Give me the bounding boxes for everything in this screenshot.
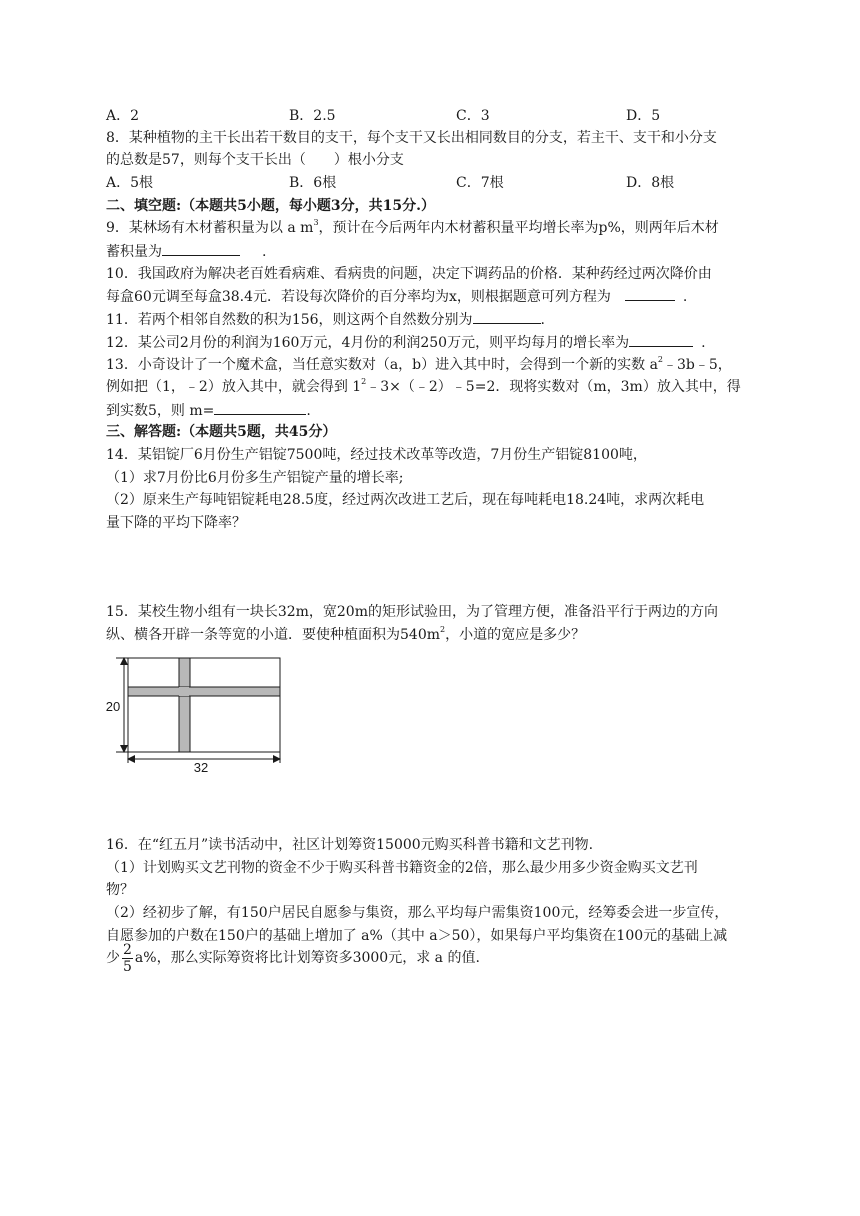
q14-line-3: （2）原来生产每吨铝锭耗电28.5度，经过两次改进工艺后，现在每吨耗电18.24吨，求两次耗电: [106, 492, 705, 508]
section-2-title: 二、填空题:（本题共5小题，每小题3分，共15分.）: [106, 198, 436, 214]
q11-line: 11．若两个相邻自然数的积为156，则这两个自然数分别为 .: [106, 312, 545, 328]
q11-answer-blank[interactable]: [473, 310, 541, 324]
q7-option-a: A．2: [106, 108, 140, 124]
q15-line-2: 纵、横各开辟一条等宽的小道．要使种植面积为$540m^2$，小道的宽应是多少？: [106, 625, 586, 643]
q8-line-2: 的总数是57，则每个支干长出（ ）根小分支: [106, 152, 404, 168]
height-label: 20: [105, 699, 121, 714]
q13-line-1: 13．小奇设计了一个魔术盒，当任意实数对（a，b）进入其中时，会得到一个新的实数 $a^2﹣3b﹣5$，: [106, 355, 732, 373]
vertical-path: [179, 658, 190, 752]
width-label: 32: [193, 760, 209, 774]
q8-line-1: 8．某种植物的主干长出若干数目的支干，每个支干又长出相同数目的分支，若主干、支干和小分支: [106, 130, 717, 146]
q16-line-1: 16．在“红五月”读书活动中，社区计划筹资15000元购买科普书籍和文艺刊物.: [106, 837, 594, 853]
horizontal-path: [128, 687, 280, 696]
q7-option-c: C．3: [456, 108, 490, 124]
q10-line-2: 每盒60元调至每盒38.4元．若设每次降价的百分率均为x，则根据题意可列方程为 .: [106, 289, 688, 305]
q15-line-1: 15．某校生物小组有一块长32m，宽20m的矩形试验田，为了管理方便，准备沿平行于两边的方向: [106, 604, 718, 620]
q13-line-3: 到实数5，则 m= .: [106, 403, 311, 419]
q16-line-5: 自愿参加的户数在150户的基础上增加了 a%（其中 a＞50），如果每户平均集资在100元的基础上减: [106, 928, 728, 944]
q8-option-d: D．8根: [626, 175, 675, 191]
q13-answer-blank[interactable]: [214, 401, 306, 415]
q9-line-1: 9．某林场有木材蓄积量为以 a $m^3$，预计在今后两年内木材蓄积量平均增长率为p%，则两年后木材: [106, 218, 719, 236]
q16-line-2: （1）计划购买文艺刊物的资金不少于购买科普书籍资金的2倍，那么最少用多少资金购买文艺刊: [106, 860, 698, 876]
q8-option-a: A．5根: [106, 175, 154, 191]
q12-answer-blank[interactable]: [629, 333, 693, 347]
q13-line-2: 例如把（1，﹣2）放入其中，就会得到 $1^2﹣3\times(﹣2)﹣5=2$．现将实数对（m，3m）放入其中，得: [106, 377, 741, 395]
q16-line-4: （2）经初步了解，有150户居民自愿参与集资，那么平均每户需集资100元，经筹委会进一步宣传，: [106, 905, 729, 921]
field-diagram: [102, 652, 288, 774]
q12-line: 12．某公司2月份的利润为160万元，4月份的利润250万元，则平均每月的增长率为 .: [106, 335, 706, 351]
q7-option-d: D．5: [626, 108, 661, 124]
q16-line-3: 物？: [106, 882, 134, 898]
field-rectangle: [128, 658, 280, 752]
q16-line-6: 少 $\frac{2}{5}$ a%，那么实际筹资将比计划筹资多3000元，求 a 的值.: [106, 941, 480, 975]
q9-answer-blank[interactable]: [162, 242, 240, 256]
q10-line-1: 10．我国政府为解决老百姓看病难、看病贵的问题，决定下调药品的价格．某种药经过两次降价由: [106, 266, 712, 282]
q8-option-c: C．7根: [456, 175, 504, 191]
q8-option-b: B．6根: [289, 175, 337, 191]
q9-line-2: 蓄积量为 .: [106, 244, 267, 260]
q14-line-1: 14．某铝锭厂6月份生产铝锭7500吨，经过技术改革等改造，7月份生产铝锭8100吨，: [106, 447, 647, 463]
q14-line-2: （1）求7月份比6月份多生产铝锭产量的增长率;: [106, 470, 404, 486]
q7-option-b: B．2.5: [289, 108, 336, 124]
section-3-title: 三、解答题:（本题共5题，共45分）: [106, 424, 337, 440]
q10-answer-blank[interactable]: [625, 287, 675, 301]
fraction-two-fifths: $\frac{2}{5}$: [123, 941, 132, 975]
q14-line-4: 量下降的平均下降率？: [106, 515, 246, 531]
